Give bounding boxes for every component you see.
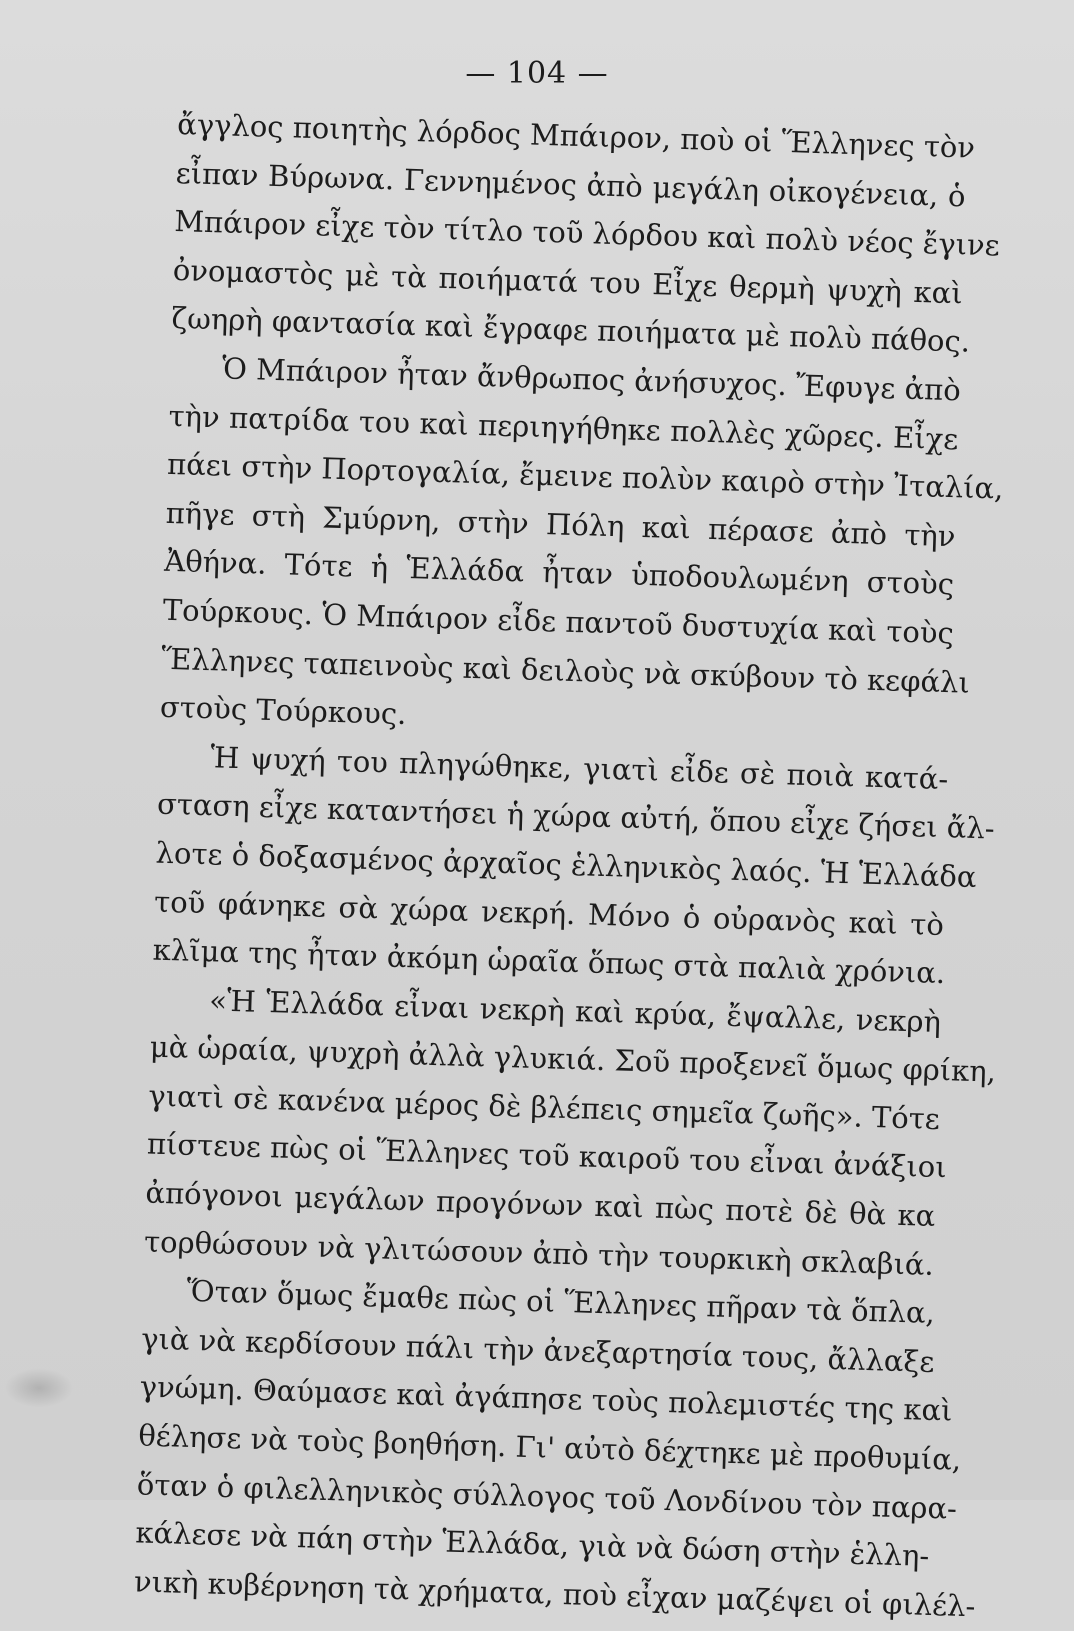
text-line: Ἕλληνες ταπεινοὺς καὶ δειλοὺς νὰ σκύβουν τὸ κεφάλι <box>160 641 971 700</box>
paragraph-4 <box>143 974 997 1289</box>
body-text <box>133 100 1004 1629</box>
text-line: κάλεσε νὰ πάη στὴν Ἑλλάδα, γιὰ νὰ δώση στὴν ἑλλη- <box>134 1515 930 1574</box>
text-line: γιατὶ σὲ κανένα μέρος δὲ βλέπεις σημεῖα ζωῆς». Τότε <box>147 1078 941 1136</box>
paragraph-2 <box>159 343 1004 755</box>
text-line: Ἀθήνα. Τότε ἡ Ἑλλάδα ἦταν ὑποδουλωμένη στοὺς <box>163 544 955 602</box>
text-line: τορθώσουν νὰ γλιτώσουν ἀπὸ τὴν τουρκικὴ σκλαβιά. <box>143 1224 935 1282</box>
ink-smudge <box>4 1368 74 1408</box>
text-line: τοῦ φάνηκε σὰ χώρα νεκρή. Μόνο ὁ οὐρανὸς καὶ τὸ <box>153 884 945 942</box>
text-line: πίστευε πὼς οἱ Ἕλληνες τοῦ καιροῦ του εἶναι ἀνάξιοι <box>146 1127 948 1185</box>
text-line: εἶπαν Βύρωνα. Γεννημένος ἀπὸ μεγάλη οἰκογένεια, ὁ <box>175 155 967 213</box>
text-line: ὅταν ὁ φιλελληνικὸς σύλλογος τοῦ Λονδίνου τὸν παρα- <box>136 1467 958 1526</box>
text-line: Τούρκους. Ὁ Μπάιρον εἶδε παντοῦ δυστυχία καὶ τοὺς <box>162 592 955 651</box>
text-line: μὰ ὡραία, ψυχρὴ ἀλλὰ γλυκιά. Σοῦ προξενεῖ ὅμως φρίκη, <box>149 1029 997 1089</box>
text-line: «Ἡ Ἑλλάδα εἶναι νεκρὴ καὶ κρύα, ἔψαλλε, νεκρὴ <box>208 983 942 1039</box>
text-line: θέλησε νὰ τοὺς βοηθήση. Γι' αὐτὸ δέχτηκε μὲ προθυμία, <box>137 1418 962 1477</box>
text-line: Ὁ Μπάιρον ἦταν ἄνθρωπος ἀνήσυχος. Ἔφυγε ἀπὸ <box>221 351 962 408</box>
text-line: ὀνομαστὸς μὲ τὰ ποιήματά του Εἶχε θερμὴ ψυχὴ καὶ <box>172 252 964 311</box>
text-line: νικὴ κυβέρνηση τὰ χρήματα, ποὺ εἶχαν μαζέψει οἱ φιλέλ- <box>133 1564 976 1624</box>
paragraph-3 <box>152 731 996 997</box>
text-line: κλῖμα της ἦταν ἀκόμη ὡραῖα ὅπως στὰ παλιὰ χρόνια. <box>152 932 946 991</box>
text-line: τὴν πατρίδα του καὶ περιηγήθηκε πολλὲς χῶρες. Εἶχε <box>168 398 959 456</box>
text-line: Ἡ ψυχή του πληγώθηκε, γιατὶ εἶδε σὲ ποιὰ κατά- <box>210 739 949 796</box>
text-line: πάει στὴν Πορτογαλία, ἔμεινε πολὺν καιρὸ στὴν Ἰταλία, <box>166 447 1004 506</box>
text-line: λοτε ὁ δοξασμένος ἀρχαῖος ἑλληνικὸς λαός. Ἡ Ἑλλάδα <box>155 835 978 894</box>
text-line: πῆγε στὴ Σμύρνη, στὴν Πόλη καὶ πέρασε ἀπὸ τὴν <box>165 495 956 553</box>
text-line: ζωηρὴ φαντασία καὶ ἔγραφε ποιήματα μὲ πολὺ πάθος. <box>171 301 971 359</box>
text-line: στοὺς Τούρκους. <box>159 689 407 732</box>
page-number: — 104 — <box>465 56 609 91</box>
text-line: σταση εἶχε καταντήσει ἡ χώρα αὐτή, ὅπου εἶχε ζήσει ἄλ- <box>156 787 996 846</box>
text-line: γιὰ νὰ κερδίσουν πάλι τὴν ἀνεξαρτησία τους, ἄλλαξε <box>140 1321 935 1379</box>
text-line: γνώμη. Θαύμασε καὶ ἀγάπησε τοὺς πολεμιστές της καὶ <box>139 1369 953 1428</box>
paragraph-1 <box>171 100 1001 366</box>
paragraph-5 <box>133 1266 976 1629</box>
text-line: ἀπόγονοι μεγάλων προγόνων καὶ πὼς ποτὲ δὲ θὰ κα <box>145 1175 936 1234</box>
text-line: ἄγγλος ποιητὴς λόρδος Μπάιρον, ποὺ οἱ Ἕλληνες τὸν <box>176 106 976 165</box>
text-line: Ὅταν ὅμως ἔμαθε πὼς οἱ Ἕλληνες πῆραν τὰ ὅπλα, <box>186 1274 936 1331</box>
text-line: Μπάιρον εἶχε τὸν τίτλο τοῦ λόρδου καὶ πολὺ νέος ἔγινε <box>173 204 1001 263</box>
